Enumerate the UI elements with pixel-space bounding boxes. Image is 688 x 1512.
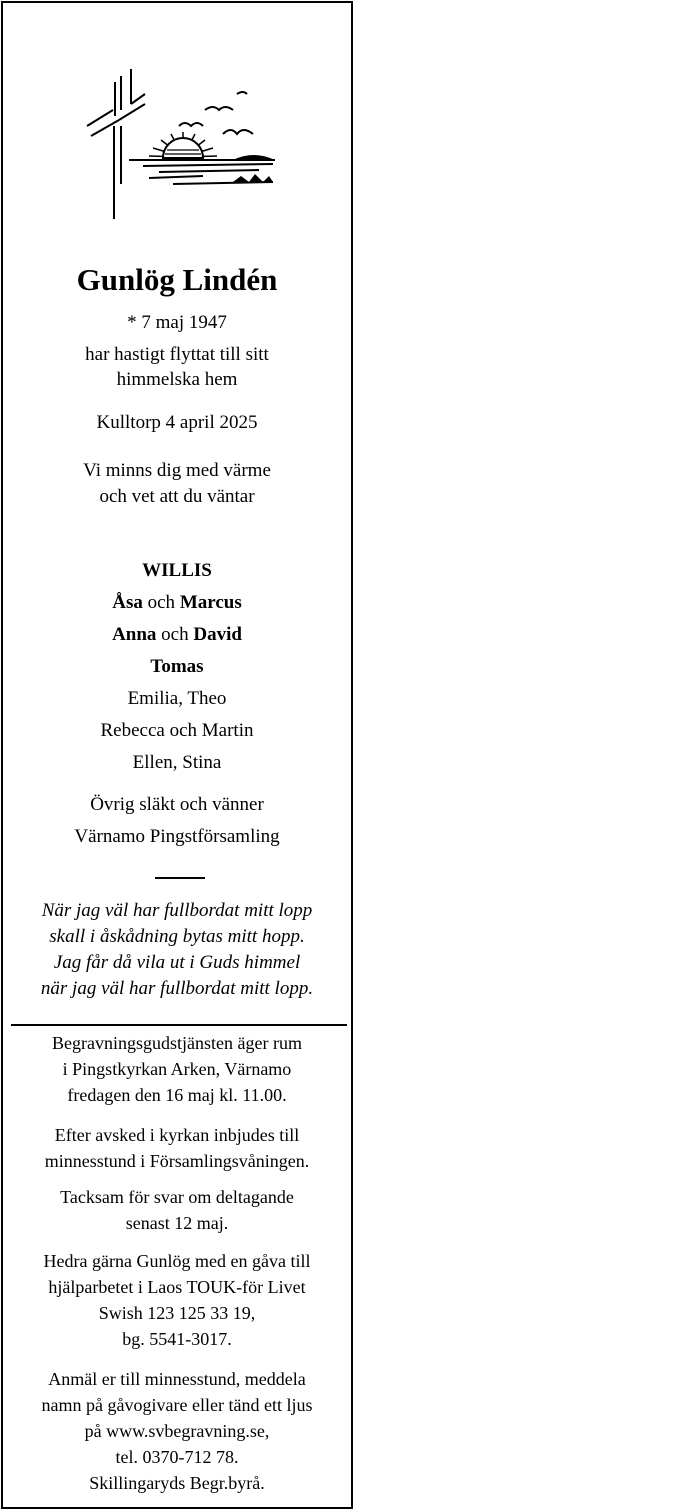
gift-line-2: hjälparbetet i Laos TOUK-för Livet — [48, 1277, 306, 1297]
rsvp-line-2: senast 12 maj. — [125, 1213, 229, 1233]
notice-line-2: himmelska hem — [116, 369, 238, 390]
family-spouse: WILLIS — [142, 560, 212, 581]
gathering-line-1: Efter avsked i kyrkan inbjudes till — [54, 1125, 300, 1145]
contact-phone: tel. 0370-712 78. — [115, 1447, 239, 1467]
family-och: och — [147, 592, 176, 613]
verse-line-3: Jag får då vila ut i Guds himmel — [53, 952, 301, 973]
funeral-line-2: i Pingstkyrkan Arken, Värnamo — [62, 1059, 292, 1079]
gift-line-3: Swish 123 125 33 19, — [98, 1303, 256, 1323]
family-row-7: Övrig släkt och vänner — [90, 794, 264, 815]
gift-line-1: Hedra gärna Gunlög med en gåva till — [43, 1251, 311, 1271]
birth-date: * 7 maj 1947 — [127, 312, 227, 333]
verse-line-2: skall i åskådning bytas mitt hopp. — [49, 926, 305, 947]
contact-funeral-home: Skillingaryds Begr.byrå. — [89, 1473, 265, 1493]
memory-line-2: och vet att du väntar — [99, 486, 255, 507]
long-divider — [11, 1024, 347, 1026]
family-name: Åsa — [112, 592, 143, 613]
family-row-8: Värnamo Pingstförsamling — [74, 826, 280, 847]
family-row-1 — [3, 592, 351, 614]
contact-line-1: Anmäl er till minnesstund, meddela — [48, 1369, 306, 1389]
funeral-line-3: fredagen den 16 maj kl. 11.00. — [67, 1085, 287, 1105]
memory-line-1: Vi minns dig med värme — [83, 460, 271, 481]
rsvp-line-1: Tacksam för svar om deltagande — [60, 1187, 294, 1207]
family-row-4: Emilia, Theo — [127, 688, 227, 709]
verse-line-4: när jag väl har fullbordat mitt lopp. — [40, 978, 314, 999]
gift-line-4: bg. 5541-3017. — [122, 1329, 232, 1349]
family-row-3: Tomas — [150, 656, 204, 677]
short-divider — [155, 877, 205, 879]
verse-line-1: När jag väl har fullbordat mitt lopp — [41, 900, 313, 921]
cross-sunset-icon — [83, 64, 283, 224]
notice-line-1: har hastigt flyttat till sitt — [85, 344, 269, 365]
family-name: Marcus — [179, 592, 242, 613]
place-date: Kulltorp 4 april 2025 — [96, 412, 258, 433]
contact-line-2: namn på gåvogivare eller tänd ett ljus — [41, 1395, 313, 1415]
family-row-5: Rebecca och Martin — [100, 720, 254, 741]
family-och: och — [161, 624, 189, 645]
family-name: David — [193, 624, 242, 645]
gathering-line-2: minnesstund i Församlingsvåningen. — [44, 1151, 310, 1171]
family-name: Anna — [112, 624, 157, 645]
deceased-name: Gunlög Lindén — [76, 262, 278, 297]
family-row-6: Ellen, Stina — [132, 752, 222, 773]
funeral-line-1: Begravningsgudstjänsten äger rum — [52, 1033, 302, 1053]
contact-website: på www.svbegravning.se, — [84, 1421, 270, 1441]
family-row-2 — [3, 624, 351, 646]
